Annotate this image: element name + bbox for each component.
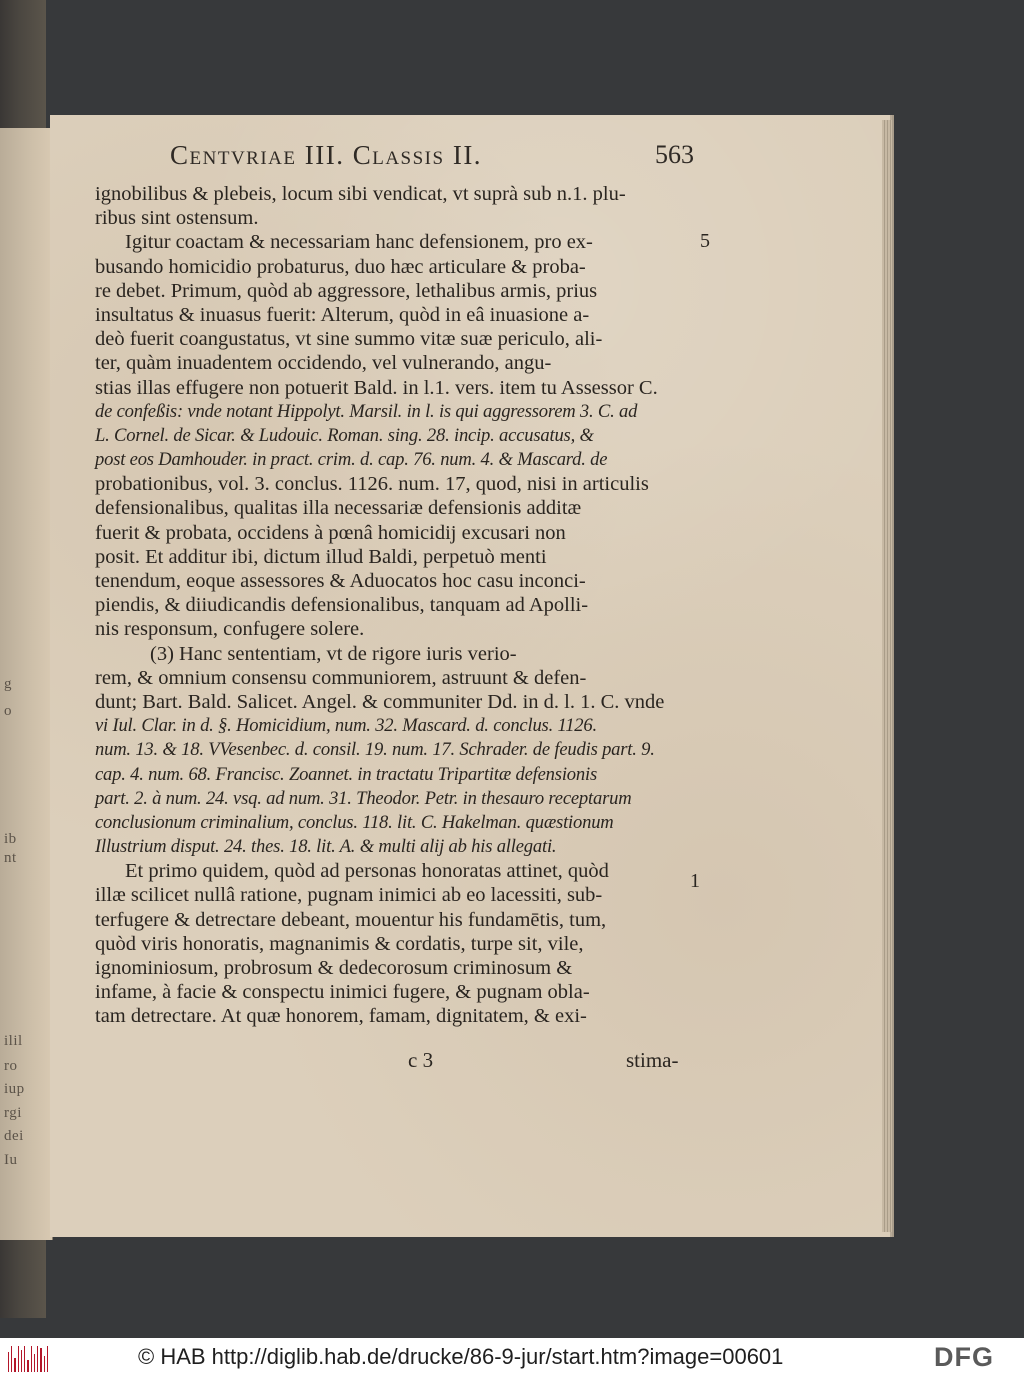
signature-mark: c 3 — [408, 1048, 434, 1072]
prev-page-fragment: g — [4, 676, 12, 692]
running-head: Centvriae III. Classis II. — [170, 140, 483, 170]
margin-note: 1 — [690, 870, 700, 892]
text-line: re debet. Primum, quòd ab aggressore, lethalibus armis, prius — [95, 279, 598, 302]
text-line: Igitur coactam & necessariam hanc defensionem, pro ex- — [125, 231, 593, 254]
prev-page-fragment: o — [4, 703, 12, 719]
prev-page-fragment: dei — [4, 1128, 24, 1144]
previous-page-edge — [0, 128, 53, 1240]
text-line: ignobilibus & plebeis, locum sibi vendicat, vt suprà sub n.1. plu- — [95, 183, 626, 205]
prev-page-fragment: nt — [4, 850, 17, 866]
prev-page-fragment: ib — [4, 831, 17, 847]
text-line: busando homicidio probaturus, duo hæc articulare & proba- — [95, 255, 586, 278]
text-line: de confeßis: vnde notant Hippolyt. Marsil. in l. is qui aggressorem 3. C. ad — [95, 400, 638, 422]
text-line: insultatus & inuasus fuerit: Alterum, quòd in eâ inuasione a- — [95, 303, 590, 326]
text-line: deò fuerit coangustatus, vt sine summo vitæ suæ periculo, ali- — [95, 328, 603, 351]
text-line: post eos Damhouder. in pract. crim. d. cap. 76. num. 4. & Mascard. de — [95, 449, 608, 471]
prev-page-fragment: iup — [4, 1081, 25, 1097]
text-line: probationibus, vol. 3. conclus. 1126. num. 17, quod, nisi in articulis — [95, 473, 649, 496]
body-text — [95, 182, 695, 1029]
text-line: tenendum, eoque assessores & Aduocatos hoc casu inconci- — [95, 570, 586, 592]
text-line: ribus sint ostensum. — [95, 207, 259, 230]
text-line: Et primo quidem, quòd ad personas honoratas attinet, quòd — [125, 860, 609, 883]
text-line: posit. Et additur ibi, dictum illud Baldi, perpetuò menti — [95, 545, 547, 568]
logo-bar — [27, 1360, 28, 1372]
text-line: infame, à facie & conspectu inimici fugere, & pugnam obla- — [95, 981, 590, 1004]
text-line: num. 13. & 18. VVesenbec. d. consil. 19. num. 17. Schrader. de feudis part. 9. — [95, 739, 655, 761]
hab-barcode-logo-icon — [8, 1346, 48, 1372]
text-line: ignominiosum, probrosum & dedecorosum criminosum & — [95, 957, 573, 979]
logo-bar — [24, 1346, 25, 1372]
text-line: illæ scilicet nullâ ratione, pugnam inimici ab eo lacessiti, sub- — [95, 884, 603, 907]
page-stack-edge — [882, 120, 892, 1232]
logo-bar — [34, 1354, 35, 1372]
dfg-logo: DFG — [934, 1342, 994, 1372]
citation-url[interactable]: © HAB http://diglib.hab.de/drucke/86-9-jur/start.htm?image=00601 — [138, 1344, 784, 1369]
text-line: stias illas effugere non potuerit Bald. in l.1. vers. item tu Assessor C. — [95, 376, 658, 399]
text-line: dunt; Bart. Bald. Salicet. Angel. & communiter Dd. in d. l. 1. C. vnde — [95, 690, 665, 713]
text-line: defensionalibus, qualitas illa necessariæ defensionis additæ — [95, 497, 582, 520]
text-line: Illustrium disput. 24. thes. 18. lit. A. & multi alij ab his allegati. — [95, 836, 557, 858]
text-line: ter, quàm inuadentem occidendo, vel vulnerando, angu- — [95, 352, 552, 375]
page-number: 563 — [655, 140, 694, 169]
text-line: terfugere & detrectare debeant, mouentur his fundamētis, tum, — [95, 908, 607, 931]
text-line: vi Iul. Clar. in d. §. Homicidium, num. 32. Mascard. d. conclus. 1126. — [95, 715, 597, 737]
text-line: piendis, & diiudicandis defensionalibus, tanquam ad Apolli- — [95, 594, 589, 617]
logo-bar — [14, 1358, 15, 1372]
text-line: L. Cornel. de Sicar. & Ludouic. Roman. sing. 28. incip. accusatus, & — [95, 424, 594, 446]
text-line: tam detrectare. At quæ honorem, famam, dignitatem, & exi- — [95, 1005, 587, 1028]
logo-bar — [11, 1346, 12, 1372]
margin-note: 5 — [700, 230, 710, 252]
prev-page-fragment: Iu — [4, 1152, 18, 1168]
logo-bar — [47, 1346, 48, 1372]
footer-bar — [0, 1338, 1024, 1378]
text-line: (3) Hanc sententiam, vt de rigore iuris verio- — [150, 642, 517, 665]
logo-bar — [37, 1346, 38, 1372]
text-line: conclusionum criminalium, conclus. 118. lit. C. Hakelman. quæstionum — [95, 811, 614, 833]
logo-bar — [31, 1346, 32, 1372]
logo-bar — [8, 1352, 9, 1372]
text-line: nis responsum, confugere solere. — [95, 618, 365, 641]
text-line: fuerit & probata, occidens à pœnâ homicidij excusari non — [95, 521, 566, 544]
text-line: rem, & omnium consensu communiorem, astruunt & defen- — [95, 666, 587, 689]
prev-page-fragment: ro — [4, 1058, 18, 1074]
logo-bar — [18, 1346, 19, 1372]
logo-bar — [44, 1356, 45, 1372]
logo-bar — [21, 1350, 22, 1372]
text-line: quòd viris honoratis, magnanimis & cordatis, turpe sit, vile, — [95, 932, 584, 955]
catchword: stima- — [626, 1048, 679, 1072]
logo-bar — [40, 1348, 41, 1372]
prev-page-fragment: rgi — [4, 1105, 22, 1121]
prev-page-fragment: ilil — [4, 1033, 23, 1049]
text-line: part. 2. à num. 24. vsq. ad num. 31. Theodor. Petr. in thesauro receptarum — [95, 787, 632, 809]
text-line: cap. 4. num. 68. Francisc. Zoannet. in tractatu Tripartitæ defensionis — [95, 763, 597, 785]
